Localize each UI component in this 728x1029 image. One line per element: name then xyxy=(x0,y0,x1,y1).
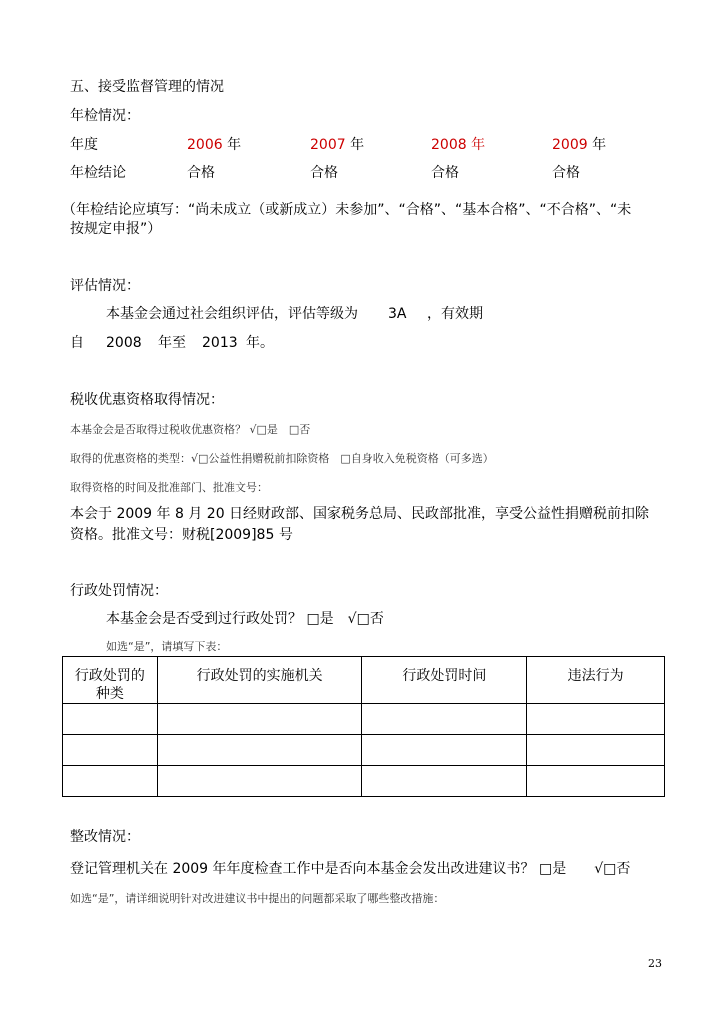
table-cell xyxy=(63,766,158,797)
table-header-row xyxy=(63,657,665,704)
table-cell xyxy=(527,704,665,735)
evaluation-heading: 评估情况： xyxy=(70,278,140,294)
tax-answer-line1: 本会于 2009 年 8 月 20 日经财政部、国家税务总局、民政部批准，享受公益性捐赠税前扣除 xyxy=(70,506,650,522)
tax-question-3: 取得资格的时间及批准部门、批准文号： xyxy=(70,481,268,494)
result-2007: 合格 xyxy=(310,165,338,181)
year-2009: 2009 年 xyxy=(552,137,607,153)
table-cell xyxy=(157,735,362,766)
table-cell xyxy=(362,735,527,766)
table-row xyxy=(63,766,665,797)
result-2009: 合格 xyxy=(552,165,580,181)
penalty-question: 本基金会是否受到过行政处罚？ □是 √□否 xyxy=(106,611,384,627)
column-header-type xyxy=(63,657,158,704)
column-header-type-line2: 种类 xyxy=(95,686,124,702)
table-cell xyxy=(362,766,527,797)
table-cell xyxy=(527,735,665,766)
column-header-time: 行政处罚时间 xyxy=(362,657,527,704)
table-cell xyxy=(362,704,527,735)
table-row xyxy=(63,735,665,766)
result-label: 年检结论 xyxy=(70,165,126,181)
tax-answer-line2: 资格。批准文号：财税[2009]85 号 xyxy=(70,527,293,543)
evaluation-from-year: 2008 xyxy=(106,335,142,351)
year-2008: 2008 年 xyxy=(431,137,486,153)
evaluation-to-label: 年至 xyxy=(158,335,186,351)
tax-question-2: 取得的优惠资格的类型：√□公益性捐赠税前扣除资格 □自身收入免税资格（可多选） xyxy=(70,452,494,465)
page-number: 23 xyxy=(648,957,662,970)
column-header-violation: 违法行为 xyxy=(527,657,665,704)
result-2008: 合格 xyxy=(431,165,459,181)
evaluation-grade: 3A xyxy=(388,306,407,322)
penalty-instruction: 如选“是”，请填写下表： xyxy=(106,640,228,653)
rectification-instruction: 如选“是”，请详细说明针对改进建议书中提出的问题都采取了哪些整改措施： xyxy=(70,892,445,905)
result-2006: 合格 xyxy=(187,165,215,181)
penalty-heading: 行政处罚情况： xyxy=(70,583,168,599)
table-cell xyxy=(63,735,158,766)
inspection-note-line1: （年检结论应填写：“尚未成立（或新成立）未参加”、“合格”、“基本合格”、“不合格”、“未 xyxy=(62,202,632,218)
column-header-type-line1: 行政处罚的 xyxy=(74,668,145,684)
evaluation-validity: ，有效期 xyxy=(427,306,483,322)
table-cell xyxy=(63,704,158,735)
table-cell xyxy=(157,704,362,735)
inspection-note-line2: 按规定申报”） xyxy=(70,221,162,237)
column-header-authority: 行政处罚的实施机关 xyxy=(157,657,362,704)
year-label: 年度 xyxy=(70,137,98,153)
annual-inspection-heading: 年检情况： xyxy=(70,108,140,124)
year-2006: 2006 年 xyxy=(187,137,242,153)
table-cell xyxy=(157,766,362,797)
section-title: 五、接受监督管理的情况 xyxy=(70,79,224,95)
evaluation-to-year: 2013 xyxy=(202,335,238,351)
table-row xyxy=(63,704,665,735)
table-cell xyxy=(527,766,665,797)
tax-question-1: 本基金会是否取得过税收优惠资格？ √□是 □否 xyxy=(70,423,311,436)
year-2007: 2007 年 xyxy=(310,137,365,153)
penalty-table xyxy=(62,656,665,797)
rectification-heading: 整改情况： xyxy=(70,829,140,845)
evaluation-from-label: 自 xyxy=(70,335,84,351)
tax-heading: 税收优惠资格取得情况： xyxy=(70,392,224,408)
evaluation-end: 年。 xyxy=(246,335,274,351)
rectification-question: 登记管理机关在 2009 年年度检查工作中是否向本基金会发出改进建议书？ □是 √□否 xyxy=(70,861,631,877)
evaluation-text: 本基金会通过社会组织评估，评估等级为 xyxy=(106,306,358,322)
